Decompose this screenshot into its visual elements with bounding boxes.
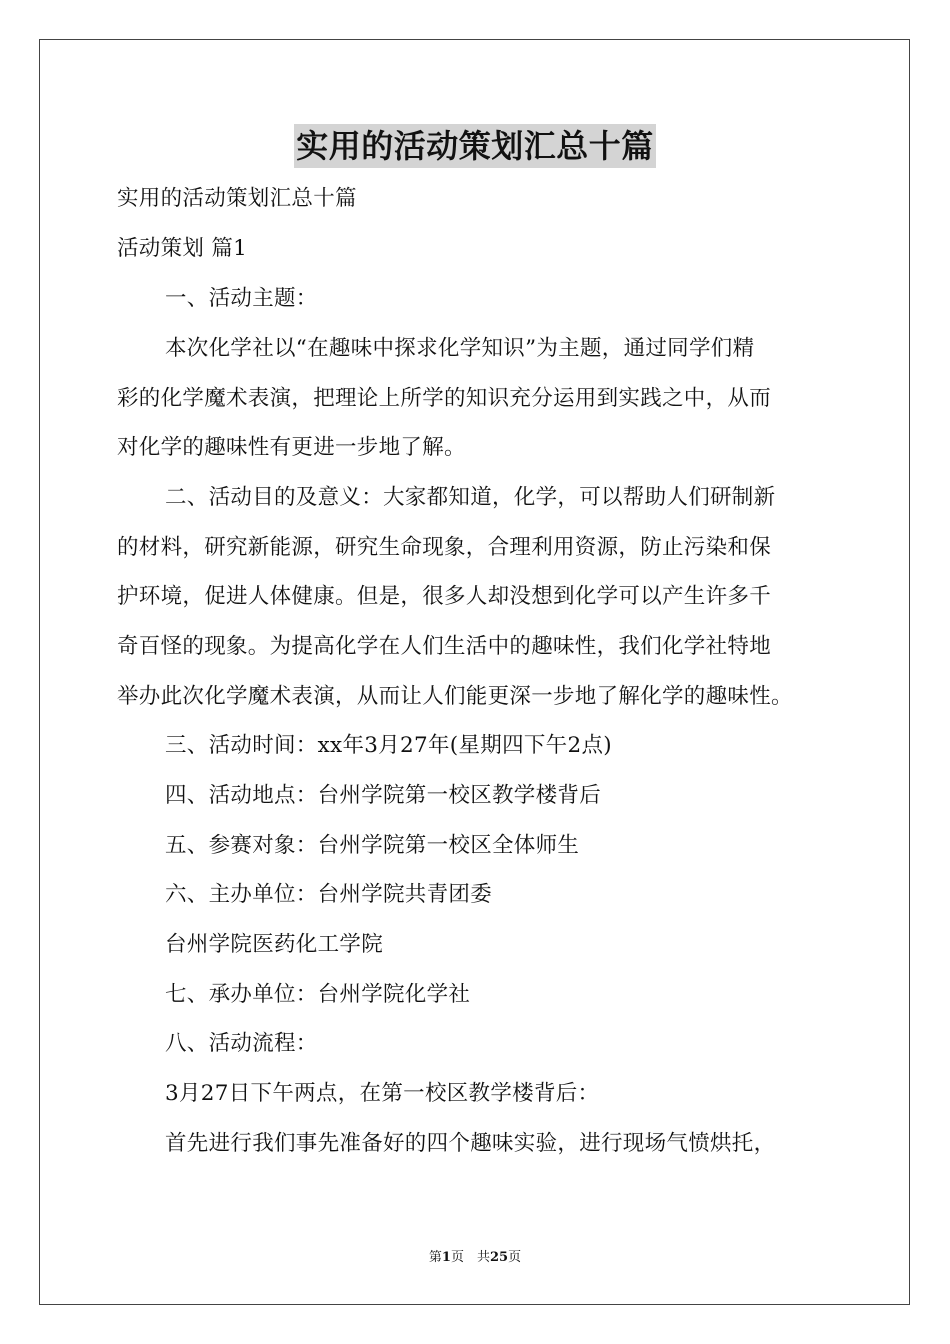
- paragraph-line: 五、参赛对象：台州学院第一校区全体师生: [165, 833, 580, 858]
- current-page-number: 1: [441, 1250, 451, 1265]
- page-footer: [0, 1246, 950, 1265]
- paragraph-line: 三、活动时间：xx年3月27年(星期四下午2点): [165, 733, 612, 758]
- section-heading: 活动策划 篇1: [117, 236, 248, 261]
- title-container: [0, 124, 950, 168]
- paragraph-line: 六、主办单位：台州学院共青团委: [165, 882, 493, 907]
- paragraph-line: 护环境，促进人体健康。但是，很多人却没想到化学可以产生许多千: [117, 584, 772, 609]
- paragraph-line: 一、活动主题：: [165, 286, 318, 311]
- paragraph-line: 本次化学社以“在趣味中探求化学知识”为主题，通过同学们精: [165, 336, 755, 361]
- paragraph-line: 四、活动地点：台州学院第一校区教学楼背后: [165, 783, 602, 808]
- paragraph-line: 对化学的趣味性有更进一步地了解。: [117, 435, 466, 460]
- page-suffix: 页: [508, 1250, 522, 1265]
- page-border: [39, 39, 910, 1305]
- total-page-number: 25: [489, 1250, 509, 1265]
- paragraph-line: 奇百怪的现象。为提高化学在人们生活中的趣味性，我们化学社特地: [117, 634, 772, 659]
- paragraph-line: 的材料，研究新能源，研究生命现象，合理利用资源，防止污染和保: [117, 535, 772, 560]
- paragraph-line: 八、活动流程：: [165, 1031, 318, 1056]
- paragraph-line: 3月27日下午两点，在第一校区教学楼背后：: [165, 1081, 600, 1106]
- document-title: 实用的活动策划汇总十篇: [294, 124, 656, 168]
- paragraph-line: 七、承办单位：台州学院化学社: [165, 982, 471, 1007]
- page-mid: 页 共: [450, 1250, 490, 1265]
- paragraph-line: 举办此次化学魔术表演，从而让人们能更深一步地了解化学的趣味性。: [117, 684, 793, 709]
- subtitle-line: 实用的活动策划汇总十篇: [117, 186, 357, 211]
- paragraph-line: 首先进行我们事先准备好的四个趣味实验，进行现场气愤烘托，: [165, 1131, 776, 1156]
- page-prefix: 第: [428, 1250, 442, 1265]
- paragraph-line: 台州学院医药化工学院: [165, 932, 384, 957]
- paragraph-line: 二、活动目的及意义：大家都知道，化学，可以帮助人们研制新: [165, 485, 776, 510]
- paragraph-line: 彩的化学魔术表演，把理论上所学的知识充分运用到实践之中，从而: [117, 386, 772, 411]
